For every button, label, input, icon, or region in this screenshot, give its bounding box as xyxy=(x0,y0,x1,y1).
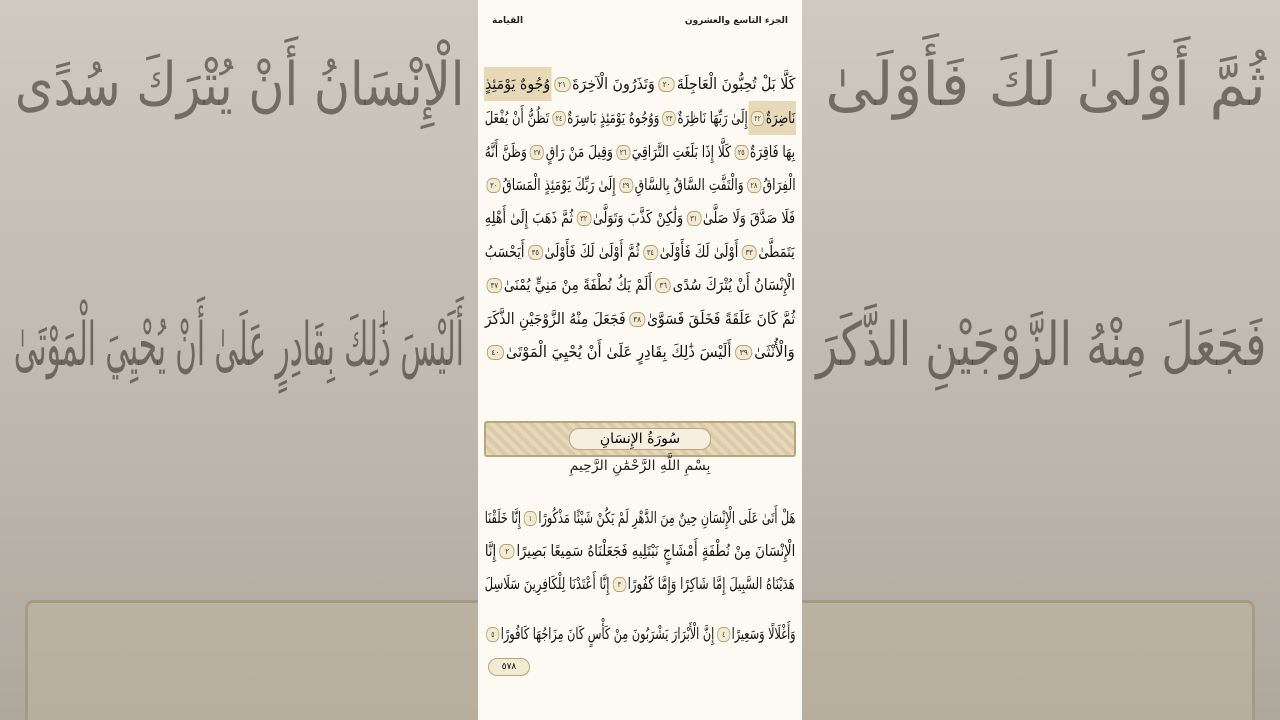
verse-line-content xyxy=(484,268,796,302)
verse-segment[interactable] xyxy=(641,235,740,269)
verse-segment[interactable] xyxy=(526,235,641,269)
ayah-number-marker: ٣١ xyxy=(687,211,702,226)
verse-text: أَلَمْ يَكُ نُطْفَةً مِنْ مَنِيٍّ يُمْنَىٰ xyxy=(503,276,653,294)
verse-text: ثُمَّ أَوْلَىٰ لَكَ فَأَوْلَىٰ xyxy=(545,243,641,261)
ayah-number-marker: ٥ xyxy=(486,627,499,642)
verse-text: كَلَّا بَلْ تُحِبُّونَ الْعَاجِلَةَ xyxy=(676,75,796,93)
verse-segment[interactable] xyxy=(740,235,796,269)
ayah-number-marker: ٢٢ xyxy=(751,111,765,126)
verse-text: وَلَٰكِنْ كَذَّبَ وَتَوَلَّىٰ xyxy=(592,209,684,227)
verse-line-content xyxy=(484,335,796,369)
basmala: بِسْمِ اللَّهِ الرَّحْمَٰنِ الرَّحِيمِ xyxy=(569,458,711,474)
verse-segment[interactable] xyxy=(484,567,610,601)
bg-line xyxy=(14,300,464,390)
verse-segment[interactable] xyxy=(574,201,684,235)
ayah-number-marker: ١ xyxy=(524,511,537,526)
bg-line-text: ثُمَّ أَوْلَىٰ لَكَ فَأَوْلَىٰ xyxy=(825,50,1266,120)
verse-segment[interactable] xyxy=(484,534,497,568)
ayah-number-marker: ٤ xyxy=(717,627,730,642)
verse-segment[interactable] xyxy=(484,67,551,101)
ayah-number-marker: ٣٤ xyxy=(643,245,658,260)
verse-line-content xyxy=(484,135,796,169)
verse-line-content xyxy=(484,501,796,535)
verse-text: أَلَيْسَ ذَٰلِكَ بِقَادِرٍ عَلَىٰ أَنْ يُحْيِيَ الْمَوْتَىٰ xyxy=(506,343,732,361)
verse-line-content xyxy=(484,67,796,101)
ayah-number-marker: ٣٠ xyxy=(486,178,500,193)
ayah-number-marker: ٢ xyxy=(499,544,514,559)
verse-line xyxy=(484,201,796,235)
ayah-number-marker: ٢٥ xyxy=(734,145,748,160)
verse-line-content xyxy=(484,617,796,651)
ayah-number-marker: ٣٦ xyxy=(656,278,672,293)
verse-segment[interactable] xyxy=(655,67,796,101)
verse-segment[interactable] xyxy=(522,501,796,535)
verse-text: إِلَىٰ رَبِّكَ يَوْمَئِذٍ الْمَسَاقُ xyxy=(501,176,616,194)
page-number: ٥٧٨ xyxy=(488,658,530,676)
verse-segment[interactable] xyxy=(484,501,522,535)
verse-text: أَيَحْسَبُ xyxy=(485,243,526,261)
verse-text: أَوْلَىٰ لَكَ فَأَوْلَىٰ xyxy=(660,243,739,261)
verse-text: الْفِرَاقُ xyxy=(762,176,796,194)
ayah-number-marker: ٢٤ xyxy=(552,111,566,126)
verse-line xyxy=(484,501,796,535)
verse-text: ثُمَّ كَانَ عَلَقَةً فَخَلَقَ فَسَوَّىٰ xyxy=(646,310,796,328)
surah-label: القيامة xyxy=(492,16,524,26)
verse-line xyxy=(484,101,796,135)
verse-segment[interactable] xyxy=(484,135,528,169)
verse-text: الْإِنْسَانَ مِنْ نُطْفَةٍ أَمْشَاجٍ نَبْتَلِيهِ فَجَعَلْنَاهُ سَمِيعًا بَصِيرًا xyxy=(516,542,796,560)
verse-text: وَالْتَفَّتِ السَّاقُ بِالسَّاقِ xyxy=(634,176,744,194)
verse-line xyxy=(484,168,796,202)
ayah-number-marker: ٣٢ xyxy=(577,211,592,226)
verse-segment[interactable] xyxy=(484,335,732,369)
ayah-number-marker: ٢١ xyxy=(554,77,570,92)
ayah-number-marker: ٤٠ xyxy=(487,345,504,360)
ayah-number-marker: ٢٠ xyxy=(658,77,674,92)
verse-segment[interactable] xyxy=(684,201,796,235)
verse-line-content xyxy=(484,201,796,235)
verse-segment[interactable] xyxy=(611,567,796,601)
verse-segment[interactable] xyxy=(744,168,796,202)
verse-text: نَاضِرَةٌ xyxy=(766,109,796,127)
verse-line-content xyxy=(484,534,796,568)
verse-segment[interactable] xyxy=(732,135,796,169)
verse-text: فَلَا صَدَّقَ وَلَا صَلَّىٰ xyxy=(702,209,796,227)
verse-segment[interactable] xyxy=(551,67,656,101)
verse-segment[interactable] xyxy=(616,168,744,202)
verse-line-content xyxy=(484,302,796,336)
verse-segment[interactable] xyxy=(626,302,796,336)
verse-segment[interactable] xyxy=(715,617,796,651)
verse-text: يَتَمَطَّىٰ xyxy=(758,243,796,261)
verse-line xyxy=(484,135,796,169)
verse-segment[interactable] xyxy=(550,101,660,135)
verse-text: هَلْ أَتَىٰ عَلَى الْإِنْسَانِ حِينٌ مِنَ الدَّهْرِ لَمْ يَكُنْ شَيْئًا مَذْكُورًا xyxy=(538,509,796,527)
mushaf-page[interactable] xyxy=(478,0,802,720)
verse-segment[interactable] xyxy=(614,135,732,169)
verse-line xyxy=(484,235,796,269)
ayah-number-marker: ٢٧ xyxy=(530,145,544,160)
surah-title: سُورَةُ الإِنسَانِ xyxy=(569,428,711,450)
verse-text: إِنَّا xyxy=(484,542,497,560)
bg-line xyxy=(816,40,1266,130)
verse-text: تَظُنُّ أَنْ يُفْعَلَ xyxy=(484,109,550,127)
verse-segment[interactable] xyxy=(484,168,616,202)
ayah-number-marker: ٢٩ xyxy=(618,178,632,193)
verse-text: فَجَعَلَ مِنْهُ الزَّوْجَيْنِ الذَّكَرَ xyxy=(484,310,626,328)
verse-segment[interactable] xyxy=(497,534,796,568)
verse-segment[interactable] xyxy=(528,135,614,169)
verse-line-content xyxy=(484,235,796,269)
bg-line-text: الْإِنْسَانُ أَنْ يُتْرَكَ سُدًى xyxy=(14,50,464,120)
verse-text: كَلَّا إِذَا بَلَغَتِ التَّرَاقِيَ xyxy=(631,143,732,161)
verse-text: بِهَا فَاقِرَةٌ xyxy=(750,143,796,161)
verse-text: ثُمَّ ذَهَبَ إِلَىٰ أَهْلِهِ xyxy=(484,209,574,227)
verse-line-content xyxy=(484,168,796,202)
verse-segment[interactable] xyxy=(484,101,550,135)
verse-text: وَوُجُوهٌ يَوْمَئِذٍ بَاسِرَةٌ xyxy=(567,109,660,127)
ayah-number-marker: ٢٨ xyxy=(746,178,760,193)
verse-text: وُجُوهٌ يَوْمَئِذٍ xyxy=(484,75,550,93)
verse-segment[interactable] xyxy=(653,268,796,302)
verse-line xyxy=(484,567,796,601)
verse-line xyxy=(484,67,796,101)
verse-segment[interactable] xyxy=(733,335,796,369)
verse-segment[interactable] xyxy=(484,235,525,269)
verse-line xyxy=(484,268,796,302)
bg-line-text: أَلَيْسَ ذَٰلِكَ بِقَادِرٍ عَلَىٰ أَنْ يُحْيِيَ الْمَوْتَىٰ xyxy=(14,310,464,380)
juz-label: الجزء التاسع والعشرون xyxy=(684,16,788,26)
verse-text: إِنَّ الْأَبْرَارَ يَشْرَبُونَ مِنْ كَأْسٍ كَانَ مِزَاجُهَا كَافُورًا xyxy=(500,625,714,643)
verse-text: الْإِنْسَانُ أَنْ يُتْرَكَ سُدًى xyxy=(672,276,796,294)
verse-text: هَدَيْنَاهُ السَّبِيلَ إِمَّا شَاكِرًا وَإِمَّا كَفُورًا xyxy=(628,575,796,593)
verse-text: إِنَّا خَلَقْنَا xyxy=(484,509,521,527)
verse-segment[interactable] xyxy=(484,201,574,235)
ayah-number-marker: ٣٧ xyxy=(487,278,503,293)
verse-text: إِلَىٰ رَبِّهَا نَاظِرَةٌ xyxy=(677,109,748,127)
ayah-number-marker: ٣ xyxy=(613,577,627,592)
page-header xyxy=(492,16,788,30)
ayah-number-marker: ٣٩ xyxy=(736,345,753,360)
verse-line xyxy=(484,335,796,369)
verse-segment[interactable] xyxy=(660,101,748,135)
verse-line-content xyxy=(484,101,796,135)
verse-line xyxy=(484,302,796,336)
surah-header-banner xyxy=(484,421,796,457)
ayah-number-marker: ٢٣ xyxy=(663,111,677,126)
ayah-number-marker: ٣٥ xyxy=(528,245,543,260)
verse-text: وَقِيلَ مَنْ رَاقٍ xyxy=(545,143,613,161)
verse-line xyxy=(484,534,796,568)
verse-text: وَالْأُنْثَىٰ xyxy=(754,343,796,361)
bg-line-text: فَجَعَلَ مِنْهُ الزَّوْجَيْنِ الذَّكَرَ xyxy=(815,310,1266,380)
verse-text: وَتَذَرُونَ الْآخِرَةَ xyxy=(571,75,655,93)
verse-text: وَأَغْلَالًا وَسَعِيرًا xyxy=(731,625,796,643)
ayah-number-marker: ٣٣ xyxy=(742,245,757,260)
verse-segment[interactable] xyxy=(484,302,626,336)
ayah-number-marker: ٣٨ xyxy=(629,312,645,327)
verse-text: وَظَنَّ أَنَّهُ xyxy=(484,143,528,161)
verse-line xyxy=(484,617,796,651)
verse-segment[interactable] xyxy=(749,101,796,135)
bg-line xyxy=(816,300,1266,390)
verse-segment[interactable] xyxy=(484,268,653,302)
verse-line-content xyxy=(484,567,796,601)
ayah-number-marker: ٢٦ xyxy=(616,145,630,160)
verse-segment[interactable] xyxy=(484,617,715,651)
verse-text: إِنَّا أَعْتَدْنَا لِلْكَافِرِينَ سَلَاسِلَ xyxy=(485,575,610,593)
